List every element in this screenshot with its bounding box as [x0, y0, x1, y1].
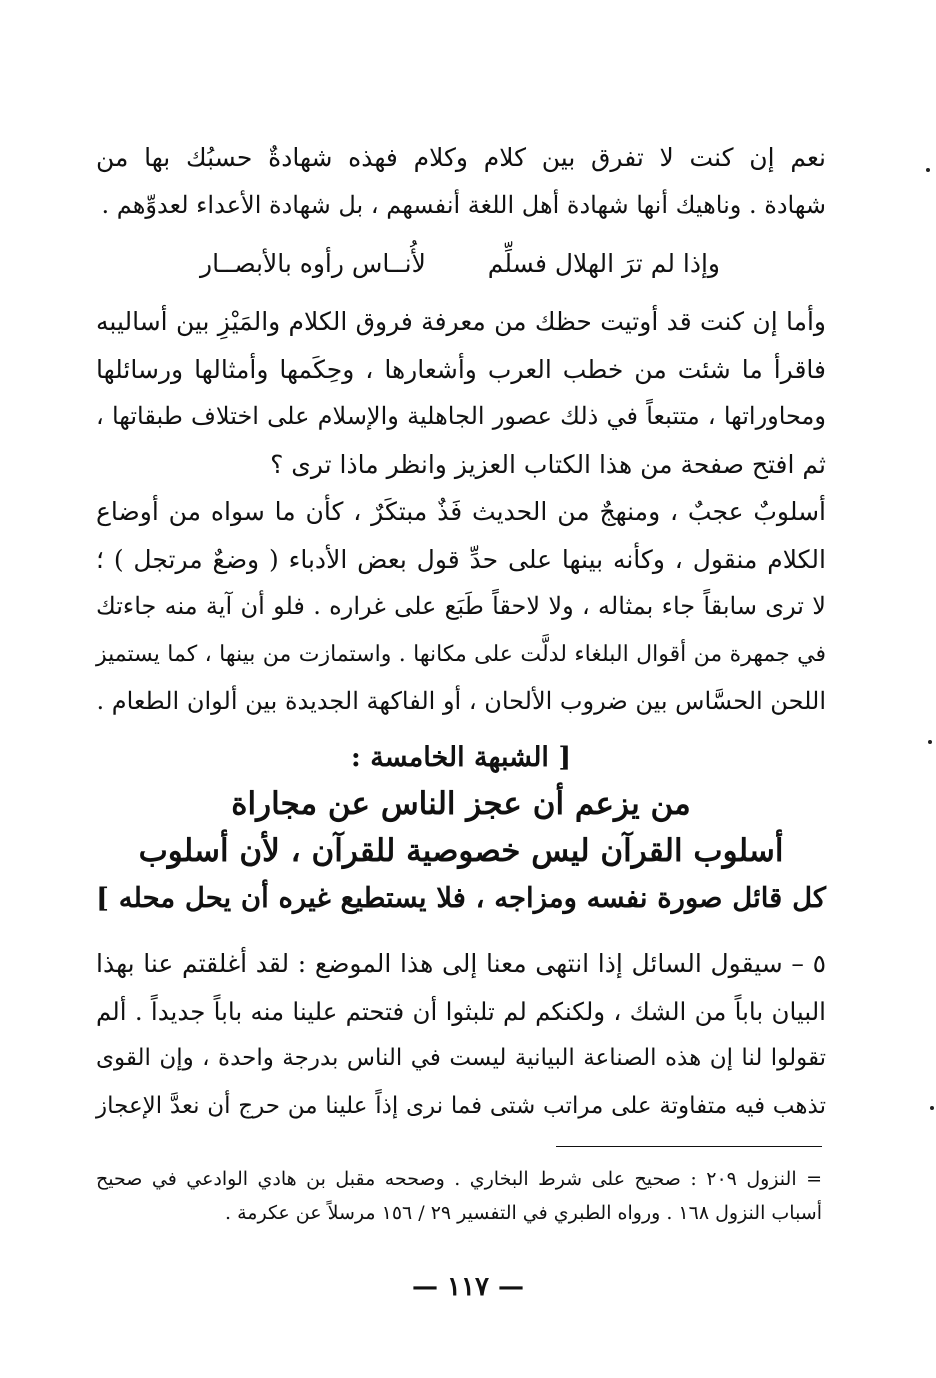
page-number: — ١١٧ —	[411, 1272, 525, 1302]
paragraph-line: لا ترى سابقاً جاء بمثاله ، ولا لاحقاً طَبَع على غراره . فلو أن آية منه جاءتك	[96, 592, 826, 620]
paragraph-line: شهادة . وناهيك أنها شهادة أهل اللغة أنفسهم ، بل شهادة الأعداء لعدوِّهم .	[101, 190, 826, 219]
verse-first-hemistich: وإذا لم ترَ الهلال فسلِّم	[487, 249, 720, 278]
paragraph-line: تقولوا لنا إن هذه الصناعة البيانية ليست في الناس بدرجة واحدة ، وإن القوى	[96, 1045, 826, 1071]
paragraph-line: الكلام منقول ، وكأنه بينها على حدِّ قول بعض الأدباء ( وضعٌ مرتجل ) ؛	[96, 544, 826, 574]
footnote-line: أسباب النزول ١٦٨ . ورواه الطبري في التفسير ٢٩ / ١٥٦ مرسلاً عن عكرمة .	[225, 1202, 822, 1224]
paragraph-line: نعم إن كنت لا تفرق بين كلام وكلام فهذه شهادةٌ حسبُك بها من	[96, 143, 826, 172]
paragraph-3	[96, 488, 826, 726]
paragraph-line: وأما إن كنت قد أوتيت حظك من معرفة فروق الكلام والمَيْزِ بين أساليبه	[96, 307, 826, 336]
section-heading-line: كل قائل صورة نفسه ومزاجه ، فلا يستطيع غيره أن يحل محله ]	[96, 882, 826, 914]
paragraph-line: ٥ – سيقول السائل إذا انتهى معنا إلى هذا الموضع : لقد أغلقتم عنا بهذا	[96, 949, 826, 978]
scan-mark	[926, 168, 930, 172]
paragraph-1	[96, 134, 826, 229]
paragraph-line: ثم افتح صفحة من هذا الكتاب العزيز وانظر ماذا ترى ؟	[270, 449, 826, 479]
section-heading-line: من يزعم أن عجز الناس عن مجاراة	[231, 786, 691, 822]
paragraph-line: ومحاوراتها ، متتبعاً في ذلك عصور الجاهلية والإسلام على اختلاف طبقاتها ،	[96, 402, 826, 430]
scan-mark	[928, 740, 932, 744]
scan-mark	[930, 1106, 934, 1110]
paragraph-line: فاقرأ ما شئت من خطب العرب وأشعارها ، وحِكَمها وأمثالها ورسائلها	[96, 354, 826, 384]
section-heading-line: أسلوب القرآن ليس خصوصية للقرآن ، لأن أسلوب	[138, 833, 784, 869]
paragraph-line: في جمهرة من أقوال البلغاء لدلَّت على مكانها . واستمازت من بينها ، كما يستميز	[96, 641, 826, 667]
paragraph-line: أسلوبٌ عجبٌ ، ومنهجٌ من الحديث فَذٌ مبتكَرٌ ، كأن ما سواه من أوضاع	[96, 497, 826, 526]
footnote-separator	[556, 1146, 822, 1147]
paragraph-line: اللحن الحسَّاس بين ضروب الألحان ، أو الفاكهة الجديدة بين ألوان الطعام .	[96, 687, 826, 715]
paragraph-line: البيان باباً من الشك ، ولكنكم لم تلبثوا أن فتحتم علينا منه باباً جديداً . ألم	[96, 996, 826, 1026]
verse-second-hemistich: لأُنــاس رأوه بالأبصــار	[200, 249, 426, 278]
footnote-line: = النزول ٢٠٩ : صحيح على شرط البخاري . وصححه مقبل بن هادي الوادعي في صحيح	[96, 1168, 823, 1190]
footnote	[96, 1162, 822, 1230]
paragraph-line: تذهب فيه متفاوتة على مراتب شتى فما نرى إذاً علينا من حرج أن نعدَّ الإعجاز	[96, 1092, 826, 1119]
section-heading	[96, 734, 826, 922]
paragraph-2	[96, 298, 826, 488]
section-heading-label: [ الشبهة الخامسة :	[350, 742, 572, 773]
paragraph-4	[96, 940, 826, 1130]
poetry-verse	[200, 243, 720, 290]
